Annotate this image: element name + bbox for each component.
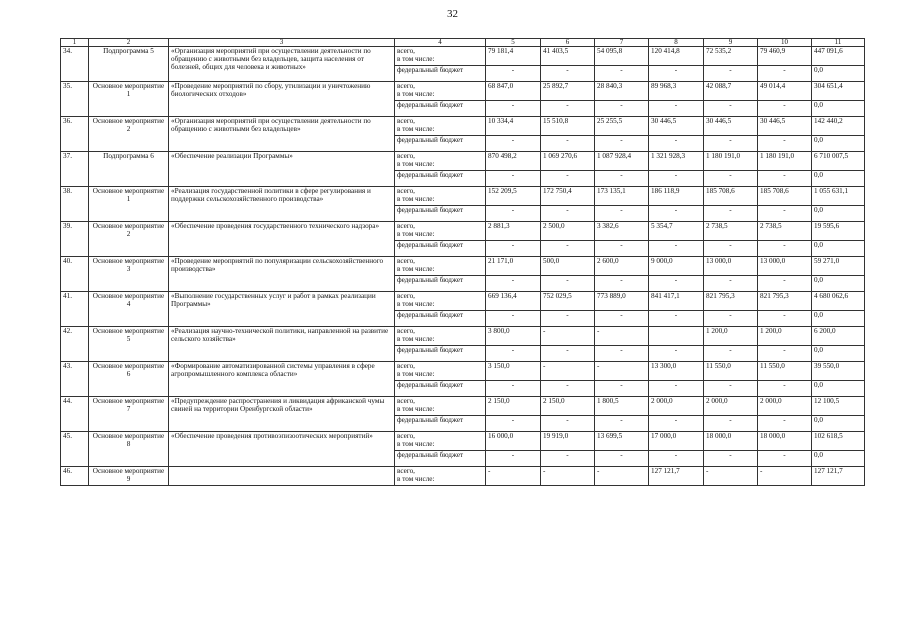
funding-label: всего, <box>397 467 415 475</box>
value-cell: - <box>649 346 704 362</box>
value-cell: 0,0 <box>812 206 865 222</box>
value-cell: - <box>758 311 812 327</box>
value-cell: - <box>758 101 812 117</box>
table-row <box>61 467 865 486</box>
value-cell: - <box>595 327 649 346</box>
row-description: «Выполнение государственных услуг и работ в рамках реализации Программы» <box>169 292 395 327</box>
row-description <box>169 467 395 486</box>
row-name: Подпрограмма 6 <box>89 152 169 187</box>
row-number: 42. <box>61 327 89 362</box>
funding-source-federal: федеральный бюджет <box>395 66 486 82</box>
table-row <box>61 82 865 101</box>
row-description: «Обеспечение проведения государственного технического надзора» <box>169 222 395 257</box>
row-name: Основное мероприятие 9 <box>89 467 169 486</box>
value-cell: 17 000,0 <box>649 432 704 451</box>
value-cell: - <box>595 276 649 292</box>
funding-label: всего, <box>397 292 415 300</box>
value-cell: 0,0 <box>812 311 865 327</box>
funding-source-total <box>395 327 486 346</box>
value-cell: 2 000,0 <box>649 397 704 416</box>
value-cell: - <box>595 346 649 362</box>
value-cell: - <box>486 346 541 362</box>
value-cell: - <box>704 381 758 397</box>
value-cell: 2 150,0 <box>486 397 541 416</box>
value-cell: - <box>486 206 541 222</box>
value-cell: 30 446,5 <box>649 117 704 136</box>
table-row <box>61 117 865 136</box>
row-number: 41. <box>61 292 89 327</box>
value-cell: 79 181,4 <box>486 47 541 66</box>
value-cell: 13 300,0 <box>649 362 704 381</box>
value-cell: 669 136,4 <box>486 292 541 311</box>
funding-source-federal: федеральный бюджет <box>395 206 486 222</box>
funding-source-total <box>395 82 486 101</box>
funding-source-federal: федеральный бюджет <box>395 451 486 467</box>
column-header: 2 <box>89 39 169 47</box>
value-cell: 0,0 <box>812 136 865 152</box>
value-cell: 13 699,5 <box>595 432 649 451</box>
funding-label: в том числе: <box>397 55 435 63</box>
value-cell: - <box>541 416 595 432</box>
funding-source-total <box>395 47 486 66</box>
value-cell: 3 800,0 <box>486 327 541 346</box>
value-cell: - <box>704 467 758 486</box>
value-cell: 13 000,0 <box>758 257 812 276</box>
funding-source-total <box>395 467 486 486</box>
value-cell: 18 000,0 <box>704 432 758 451</box>
funding-label: всего, <box>397 222 415 230</box>
funding-source-federal: федеральный бюджет <box>395 101 486 117</box>
value-cell: - <box>541 66 595 82</box>
value-cell: 12 100,5 <box>812 397 865 416</box>
value-cell: - <box>541 101 595 117</box>
value-cell: 16 000,0 <box>486 432 541 451</box>
value-cell: 1 069 270,6 <box>541 152 595 171</box>
value-cell: 1 200,0 <box>758 327 812 346</box>
row-name: Основное мероприятие 6 <box>89 362 169 397</box>
table-row <box>61 187 865 206</box>
value-cell: - <box>541 311 595 327</box>
value-cell: - <box>758 241 812 257</box>
value-cell: 25 892,7 <box>541 82 595 101</box>
value-cell: - <box>649 101 704 117</box>
value-cell: 821 795,3 <box>704 292 758 311</box>
value-cell: 2 500,0 <box>541 222 595 241</box>
value-cell: 0,0 <box>812 451 865 467</box>
value-cell: - <box>704 171 758 187</box>
value-cell: - <box>758 451 812 467</box>
funding-label: в том числе: <box>397 300 435 308</box>
value-cell: 185 708,6 <box>704 187 758 206</box>
value-cell: - <box>595 66 649 82</box>
value-cell: - <box>541 362 595 381</box>
value-cell: - <box>758 66 812 82</box>
value-cell: 30 446,5 <box>704 117 758 136</box>
value-cell: - <box>758 206 812 222</box>
value-cell: 173 135,1 <box>595 187 649 206</box>
value-cell: 1 200,0 <box>704 327 758 346</box>
funding-label: в том числе: <box>397 405 435 413</box>
value-cell: - <box>649 66 704 82</box>
value-cell: - <box>649 136 704 152</box>
value-cell: 19 595,6 <box>812 222 865 241</box>
row-number: 38. <box>61 187 89 222</box>
value-cell: 54 095,8 <box>595 47 649 66</box>
row-number: 40. <box>61 257 89 292</box>
value-cell: 185 708,6 <box>758 187 812 206</box>
row-name: Основное мероприятие 3 <box>89 257 169 292</box>
value-cell: - <box>758 381 812 397</box>
value-cell: 3 150,0 <box>486 362 541 381</box>
value-cell: - <box>758 467 812 486</box>
funding-label: всего, <box>397 432 415 440</box>
value-cell: - <box>649 381 704 397</box>
value-cell: - <box>541 346 595 362</box>
row-description: «Обеспечение проведения противоэпизоотических мероприятий» <box>169 432 395 467</box>
row-number: 34. <box>61 47 89 82</box>
value-cell: - <box>758 346 812 362</box>
row-description: «Проведение мероприятий по популяризации сельскохозяйственного производства» <box>169 257 395 292</box>
value-cell: - <box>649 276 704 292</box>
value-cell: - <box>595 101 649 117</box>
value-cell: - <box>758 171 812 187</box>
funding-source-federal: федеральный бюджет <box>395 311 486 327</box>
value-cell: 42 088,7 <box>704 82 758 101</box>
value-cell: 2 881,3 <box>486 222 541 241</box>
funding-source-total <box>395 362 486 381</box>
value-cell: 0,0 <box>812 276 865 292</box>
funding-source-federal: федеральный бюджет <box>395 241 486 257</box>
row-description: «Обеспечение реализации Программы» <box>169 152 395 187</box>
funding-source-total <box>395 397 486 416</box>
value-cell: 2 738,5 <box>758 222 812 241</box>
value-cell: 0,0 <box>812 171 865 187</box>
row-description: «Реализация государственной политики в сфере регулирования и поддержки сельскохозяйственного производства» <box>169 187 395 222</box>
column-header: 1 <box>61 39 89 47</box>
funding-label: всего, <box>397 397 415 405</box>
funding-label: в том числе: <box>397 440 435 448</box>
funding-source-total <box>395 152 486 171</box>
value-cell: - <box>541 171 595 187</box>
value-cell: 841 417,1 <box>649 292 704 311</box>
funding-source-federal: федеральный бюджет <box>395 346 486 362</box>
value-cell: 773 889,0 <box>595 292 649 311</box>
value-cell: 6 710 007,5 <box>812 152 865 171</box>
value-cell: 152 209,5 <box>486 187 541 206</box>
row-number: 35. <box>61 82 89 117</box>
funding-label: в том числе: <box>397 195 435 203</box>
funding-label: всего, <box>397 47 415 55</box>
value-cell: 19 919,0 <box>541 432 595 451</box>
table-row <box>61 397 865 416</box>
table-row <box>61 362 865 381</box>
row-name: Основное мероприятие 1 <box>89 187 169 222</box>
value-cell: 2 150,0 <box>541 397 595 416</box>
value-cell: 28 840,3 <box>595 82 649 101</box>
value-cell: - <box>649 206 704 222</box>
value-cell: - <box>595 451 649 467</box>
row-description: «Формирование автоматизированной системы управления в сфере агропромышленного комплекса области» <box>169 362 395 397</box>
value-cell: - <box>541 327 595 346</box>
funding-label: в том числе: <box>397 370 435 378</box>
value-cell: - <box>595 362 649 381</box>
value-cell: - <box>541 206 595 222</box>
row-description: «Организация мероприятий при осуществлении деятельности по обращению с животными без владельцев» <box>169 117 395 152</box>
value-cell: 10 334,4 <box>486 117 541 136</box>
column-header: 4 <box>395 39 486 47</box>
value-cell: - <box>486 136 541 152</box>
value-cell: - <box>704 101 758 117</box>
value-cell: - <box>486 311 541 327</box>
value-cell: 9 000,0 <box>649 257 704 276</box>
funding-label: всего, <box>397 187 415 195</box>
value-cell: - <box>649 171 704 187</box>
column-header: 3 <box>169 39 395 47</box>
value-cell: 1 800,5 <box>595 397 649 416</box>
funding-label: всего, <box>397 82 415 90</box>
funding-source-total <box>395 187 486 206</box>
value-cell: 11 550,0 <box>704 362 758 381</box>
column-header: 11 <box>812 39 865 47</box>
value-cell: 15 510,8 <box>541 117 595 136</box>
row-name: Основное мероприятие 5 <box>89 327 169 362</box>
row-description: «Организация мероприятий при осуществлении деятельности по обращению с животными без владельцев, защита населения от болезней, общих для человека и животных» <box>169 47 395 82</box>
value-cell: 142 440,2 <box>812 117 865 136</box>
value-cell: 0,0 <box>812 101 865 117</box>
value-cell: 172 750,4 <box>541 187 595 206</box>
value-cell: 49 014,4 <box>758 82 812 101</box>
row-number: 45. <box>61 432 89 467</box>
row-number: 37. <box>61 152 89 187</box>
value-cell: - <box>595 241 649 257</box>
value-cell: 5 354,7 <box>649 222 704 241</box>
value-cell: - <box>541 241 595 257</box>
table-row <box>61 47 865 66</box>
value-cell: 120 414,8 <box>649 47 704 66</box>
funding-source-total <box>395 222 486 241</box>
funding-label: всего, <box>397 152 415 160</box>
value-cell: - <box>486 171 541 187</box>
value-cell: - <box>541 381 595 397</box>
funding-source-federal: федеральный бюджет <box>395 136 486 152</box>
value-cell: - <box>758 136 812 152</box>
value-cell: 4 680 062,6 <box>812 292 865 311</box>
value-cell: - <box>704 206 758 222</box>
row-name: Основное мероприятие 4 <box>89 292 169 327</box>
value-cell: - <box>595 416 649 432</box>
funding-label: в том числе: <box>397 475 435 483</box>
funding-label: в том числе: <box>397 265 435 273</box>
value-cell: - <box>595 136 649 152</box>
value-cell: 0,0 <box>812 66 865 82</box>
value-cell: 102 618,5 <box>812 432 865 451</box>
column-header: 9 <box>704 39 758 47</box>
funding-label: в том числе: <box>397 90 435 98</box>
value-cell: 3 382,6 <box>595 222 649 241</box>
row-name: Основное мероприятие 8 <box>89 432 169 467</box>
value-cell: - <box>704 416 758 432</box>
value-cell: - <box>595 381 649 397</box>
table-row <box>61 292 865 311</box>
value-cell: - <box>486 467 541 486</box>
funding-source-federal: федеральный бюджет <box>395 276 486 292</box>
value-cell: 0,0 <box>812 346 865 362</box>
column-header: 6 <box>541 39 595 47</box>
value-cell: 1 180 191,0 <box>758 152 812 171</box>
row-name: Основное мероприятие 1 <box>89 82 169 117</box>
value-cell: 89 968,3 <box>649 82 704 101</box>
value-cell: 127 121,7 <box>812 467 865 486</box>
value-cell: 68 847,0 <box>486 82 541 101</box>
value-cell: - <box>541 136 595 152</box>
value-cell: 30 446,5 <box>758 117 812 136</box>
value-cell: - <box>595 171 649 187</box>
value-cell: - <box>541 467 595 486</box>
value-cell: 870 498,2 <box>486 152 541 171</box>
value-cell: 2 600,0 <box>595 257 649 276</box>
row-number: 43. <box>61 362 89 397</box>
funding-source-federal: федеральный бюджет <box>395 171 486 187</box>
value-cell <box>649 327 704 346</box>
value-cell: 447 091,6 <box>812 47 865 66</box>
value-cell: - <box>486 276 541 292</box>
value-cell: - <box>758 416 812 432</box>
value-cell: 186 118,9 <box>649 187 704 206</box>
value-cell: - <box>595 311 649 327</box>
table-row <box>61 152 865 171</box>
value-cell: - <box>704 66 758 82</box>
funding-label: всего, <box>397 362 415 370</box>
value-cell: - <box>704 346 758 362</box>
value-cell: - <box>649 241 704 257</box>
value-cell: 1 087 928,4 <box>595 152 649 171</box>
value-cell: 0,0 <box>812 241 865 257</box>
row-name: Основное мероприятие 7 <box>89 397 169 432</box>
value-cell: 72 535,2 <box>704 47 758 66</box>
funding-source-total <box>395 117 486 136</box>
value-cell: - <box>541 451 595 467</box>
value-cell: 21 171,0 <box>486 257 541 276</box>
funding-source-total <box>395 257 486 276</box>
value-cell: 13 000,0 <box>704 257 758 276</box>
row-description: «Проведение мероприятий по сбору, утилизации и уничтожению биологических отходов» <box>169 82 395 117</box>
value-cell: 41 403,5 <box>541 47 595 66</box>
table-row <box>61 432 865 451</box>
table-row <box>61 222 865 241</box>
table-row <box>61 257 865 276</box>
value-cell: 1 321 928,3 <box>649 152 704 171</box>
value-cell: 752 029,5 <box>541 292 595 311</box>
value-cell: - <box>595 467 649 486</box>
column-header: 5 <box>486 39 541 47</box>
value-cell: 0,0 <box>812 416 865 432</box>
value-cell: 1 180 191,0 <box>704 152 758 171</box>
value-cell: 0,0 <box>812 381 865 397</box>
value-cell: - <box>595 206 649 222</box>
funding-label: всего, <box>397 327 415 335</box>
value-cell: - <box>486 381 541 397</box>
value-cell: 11 550,0 <box>758 362 812 381</box>
funding-source-total <box>395 432 486 451</box>
funding-label: всего, <box>397 257 415 265</box>
value-cell: - <box>704 311 758 327</box>
value-cell: - <box>704 276 758 292</box>
funding-source-federal: федеральный бюджет <box>395 416 486 432</box>
value-cell: - <box>704 241 758 257</box>
value-cell: - <box>704 451 758 467</box>
column-header: 10 <box>758 39 812 47</box>
value-cell: - <box>758 276 812 292</box>
value-cell: 18 000,0 <box>758 432 812 451</box>
value-cell: - <box>541 276 595 292</box>
row-description: «Реализация научно-технической политики, направленной на развитие сельского хозяйства» <box>169 327 395 362</box>
header-row <box>61 39 865 47</box>
value-cell: 500,0 <box>541 257 595 276</box>
funding-label: в том числе: <box>397 230 435 238</box>
value-cell: - <box>486 416 541 432</box>
table-row <box>61 327 865 346</box>
funding-source-total <box>395 292 486 311</box>
value-cell: 59 271,0 <box>812 257 865 276</box>
row-number: 44. <box>61 397 89 432</box>
value-cell: - <box>486 241 541 257</box>
row-name: Подпрограмма 5 <box>89 47 169 82</box>
value-cell: 25 255,5 <box>595 117 649 136</box>
value-cell: 2 738,5 <box>704 222 758 241</box>
value-cell: 2 000,0 <box>758 397 812 416</box>
row-number: 36. <box>61 117 89 152</box>
column-header: 8 <box>649 39 704 47</box>
value-cell: 821 795,3 <box>758 292 812 311</box>
funding-label: в том числе: <box>397 125 435 133</box>
value-cell: - <box>649 311 704 327</box>
funding-source-federal: федеральный бюджет <box>395 381 486 397</box>
value-cell: - <box>486 451 541 467</box>
value-cell: - <box>704 136 758 152</box>
funding-label: в том числе: <box>397 335 435 343</box>
funding-label: всего, <box>397 117 415 125</box>
value-cell: 127 121,7 <box>649 467 704 486</box>
row-description: «Предупреждение распространения и ликвидация африканской чумы свиней на территории Оренбургской области» <box>169 397 395 432</box>
row-name: Основное мероприятие 2 <box>89 222 169 257</box>
value-cell: 1 055 631,1 <box>812 187 865 206</box>
value-cell: - <box>649 451 704 467</box>
budget-table <box>60 38 865 486</box>
column-header: 7 <box>595 39 649 47</box>
value-cell: 39 550,0 <box>812 362 865 381</box>
row-number: 46. <box>61 467 89 486</box>
row-number: 39. <box>61 222 89 257</box>
page-number: 32 <box>447 8 458 20</box>
value-cell: 304 651,4 <box>812 82 865 101</box>
row-name: Основное мероприятие 2 <box>89 117 169 152</box>
value-cell: - <box>486 101 541 117</box>
value-cell: - <box>649 416 704 432</box>
value-cell: 2 000,0 <box>704 397 758 416</box>
value-cell: 79 460,9 <box>758 47 812 66</box>
funding-label: в том числе: <box>397 160 435 168</box>
value-cell: 6 200,0 <box>812 327 865 346</box>
value-cell: - <box>486 66 541 82</box>
